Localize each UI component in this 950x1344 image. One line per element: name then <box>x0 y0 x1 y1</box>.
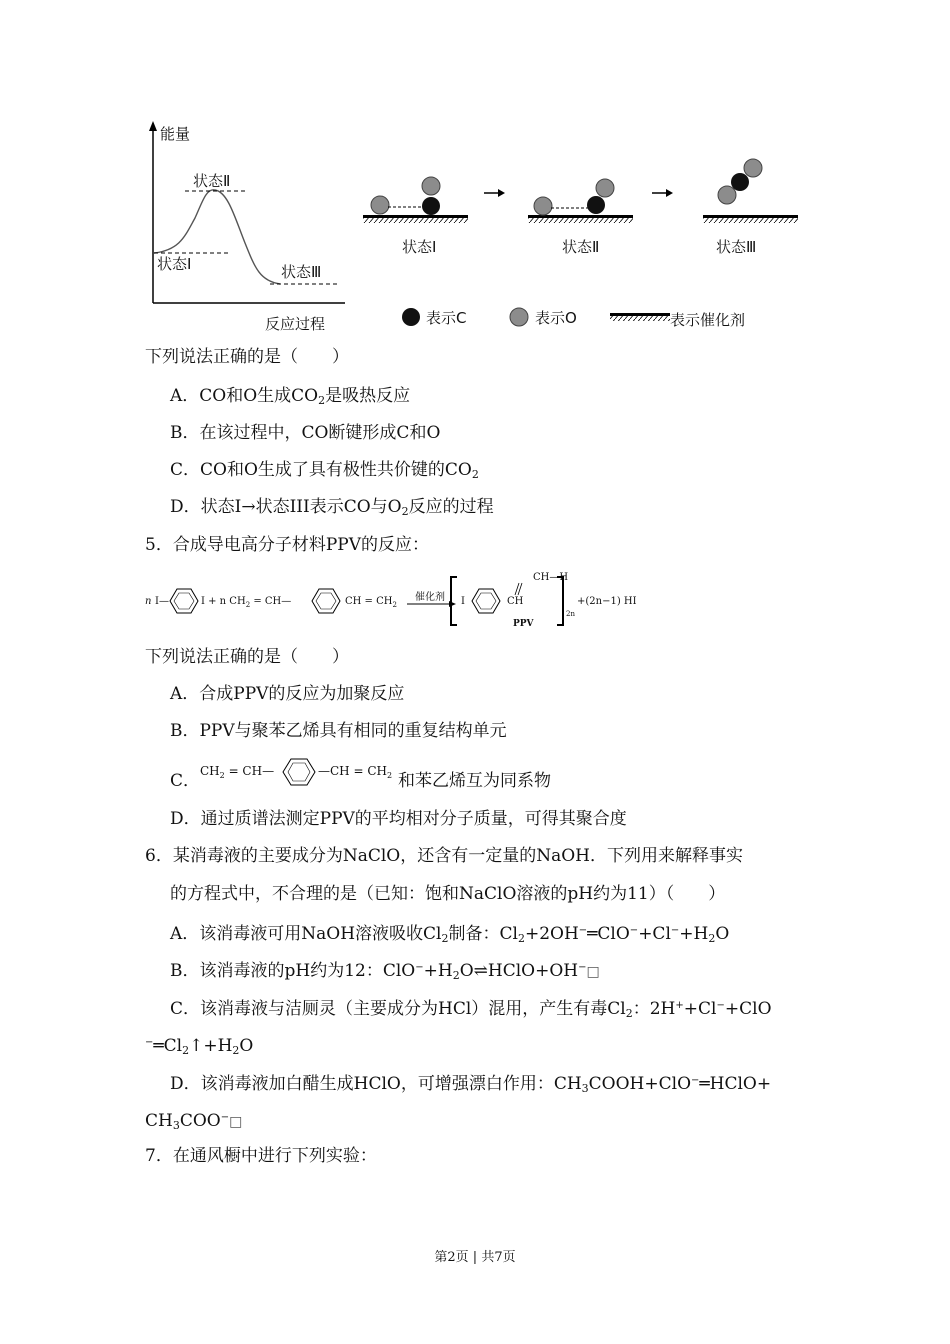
page-footer: 第2页 | 共7页 <box>434 1250 516 1265</box>
ppv-equation <box>145 566 645 636</box>
state1-scene <box>363 177 468 223</box>
q7-title: 7．在通风橱中进行下列实验： <box>145 1146 377 1166</box>
state3-scene <box>703 159 798 223</box>
state1-label: 状态Ⅰ <box>157 255 192 273</box>
q6-option-c: C．该消毒液与洁厕灵（主要成分为HCl）混用，产生有毒$Cl_2$：2H++Cl−+ClO <box>170 999 772 1020</box>
q4-option-c: C．CO和O生成了具有极性共价键的$CO_2$ <box>170 460 479 481</box>
bracket-left <box>449 576 459 626</box>
eq-2n: 2n <box>566 610 575 618</box>
bracket-right <box>555 576 565 626</box>
eq-catalyst: 催化剂 <box>415 592 445 603</box>
q4-stem: 下列说法正确的是（ ） <box>145 347 349 367</box>
eq-ch-h: CH—H <box>533 572 569 583</box>
q5-stem: 下列说法正确的是（ ） <box>145 647 349 667</box>
eq-ch: CH <box>507 596 524 607</box>
scene-state3-label: 状态Ⅲ <box>716 238 757 256</box>
y-axis-arrow <box>149 121 157 131</box>
legend-c-label: 表示C <box>426 309 467 327</box>
eq-plus-n: I + n $CH_2$ = CH— <box>201 596 292 609</box>
q6-option-c-line2: $^-═Cl_2↑+H_2O$ <box>145 1036 254 1057</box>
eq-product-i: I <box>461 596 465 607</box>
reaction-axis-label: 反应过程 <box>265 315 326 333</box>
legend-c-icon <box>400 306 422 328</box>
legend-o-label: 表示O <box>535 309 577 327</box>
q5-option-a: A．合成PPV的反应为加聚反应 <box>170 684 405 704</box>
q5-option-c-label: C． <box>170 771 201 791</box>
q5-title: 5．合成导电高分子材料PPV的反应： <box>145 535 429 555</box>
double-bond <box>513 582 523 596</box>
q5-option-c-text: 和苯乙烯互为同系物 <box>398 771 551 791</box>
scene-state2-label: 状态Ⅱ <box>562 238 600 256</box>
legend-catalyst-icon <box>610 313 672 323</box>
state3-label: 状态Ⅲ <box>281 263 322 281</box>
q4-option-b: B．在该过程中，CO断键形成C和O <box>170 423 441 443</box>
q4-option-a: A．CO和O生成$CO_2$是吸热反应 <box>170 386 411 407</box>
arrow-2 <box>652 189 673 197</box>
benzene-ring-1 <box>169 588 199 614</box>
energy-axis-label: 能量 <box>160 125 191 143</box>
q5-option-b: B．PPV与聚苯乙烯具有相同的重复结构单元 <box>170 721 507 741</box>
state2-scene <box>528 179 633 223</box>
arrow-1 <box>484 189 505 197</box>
q5-option-d: D．通过质谱法测定PPV的平均相对分子质量，可得其聚合度 <box>170 809 627 829</box>
benzene-ring-4 <box>282 758 316 786</box>
eq-n: n <box>145 596 152 607</box>
q6-line1: 6．某消毒液的主要成分为NaClO，还含有一定量的NaOH．下列用来解释事实 <box>145 846 743 866</box>
q6-option-d: D．该消毒液加白醋生成HClO，可增强漂白作用：$CH_3COOH+ClO^-═HClO+$ <box>170 1074 772 1095</box>
energy-diagram <box>140 118 350 338</box>
q6-option-d-line2: $CH_3COO^-□$ <box>145 1111 243 1132</box>
q6-option-b: B．该消毒液的pH约为12：$ClO^-+H_2O\rightleftharpoons HClO+OH^-□$ <box>170 961 600 982</box>
benzene-ring-3 <box>471 588 501 614</box>
scene-state1-label: 状态Ⅰ <box>402 238 437 256</box>
q4-option-d: D．状态I→状态III表示CO与$O_2$反应的过程 <box>170 497 494 518</box>
eq-ppv-label: PPV <box>513 619 534 629</box>
state2-label: 状态Ⅱ <box>193 172 231 190</box>
legend-catalyst-label: 表示催化剂 <box>670 311 746 329</box>
benzene-ring-2 <box>311 588 341 614</box>
eq-i: I— <box>155 596 169 607</box>
eq-byproduct: +(2n−1) HI <box>577 596 637 607</box>
q6-line2: 的方程式中，不合理的是（已知：饱和NaClO溶液的pH约为11）（ ） <box>170 884 726 904</box>
legend-o-icon <box>508 306 530 328</box>
adsorption-states <box>360 150 805 240</box>
eq-tail: CH = $CH_2$ <box>345 596 397 609</box>
q6-option-a: A．该消毒液可用NaOH溶液吸收$Cl_2$制备：$Cl_2+2OH^-═ClO^-+Cl^-+H_2O$ <box>170 924 730 945</box>
q5-option-c-formula: $CH_2$ = CH— —CH = $CH_2$ <box>200 758 400 788</box>
